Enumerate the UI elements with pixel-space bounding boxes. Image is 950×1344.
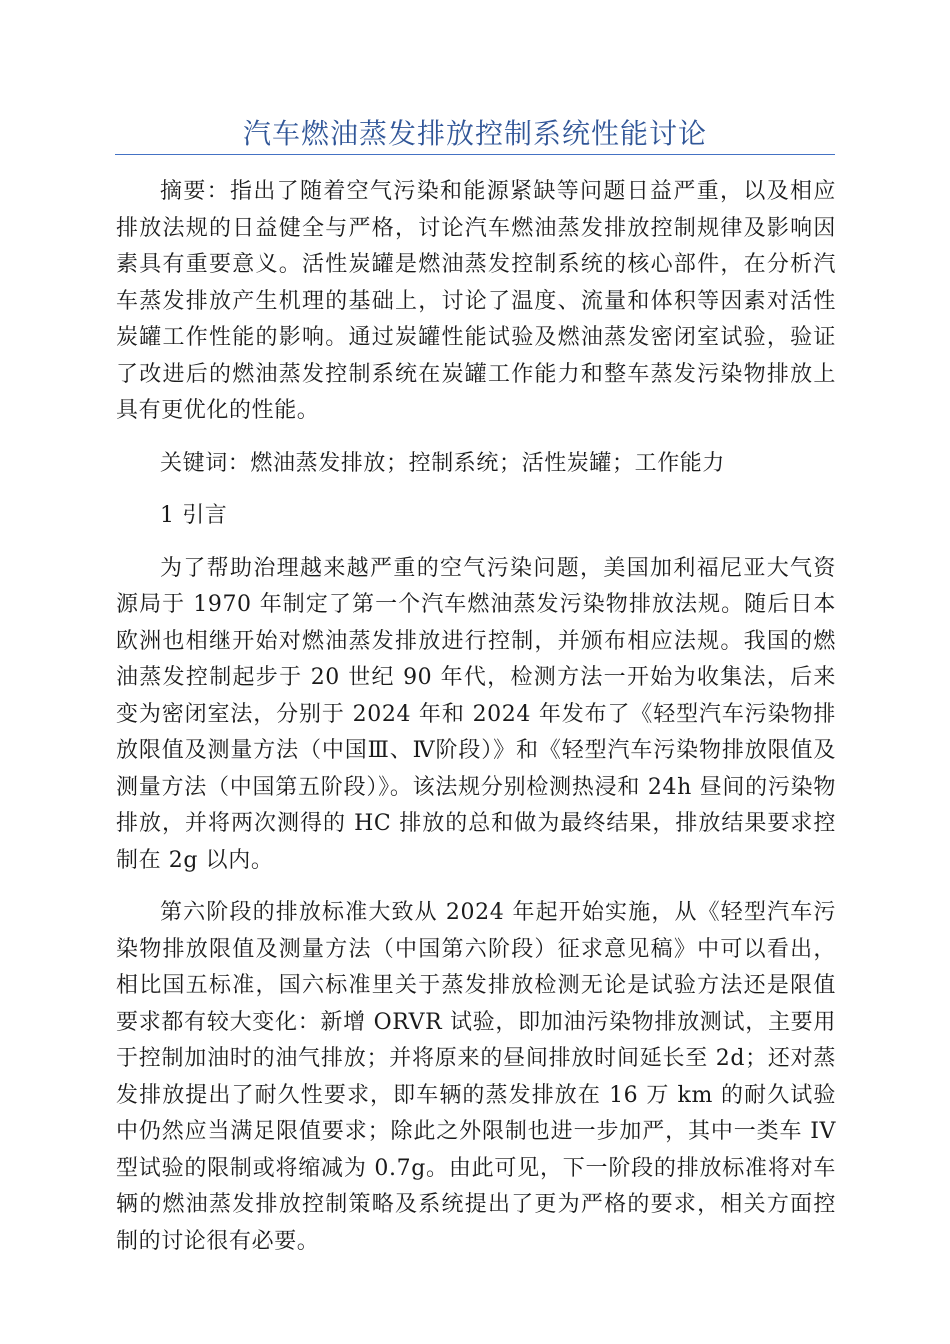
document-body — [116, 174, 836, 1260]
section-heading: 1 引言 — [160, 503, 228, 528]
title-underline — [115, 154, 835, 155]
body-paragraph-1: 为了帮助治理越来越严重的空气污染问题，美国加利福尼亚大气资源局于 1970 年制定了第一个汽车燃油蒸发污染物排放法规。随后日本欧洲也相继开始对燃油蒸发排放进行控制，并颁布相应法规。我国的燃油蒸发控制起步于 20 世纪 90 年代，检测方法一开始为收集法，后来变为密闭室法，分别于 2024 年和 2024 年发布了《轻型汽车污染物排放限值及测量方法（中国Ⅲ、Ⅳ阶段）》和《轻型汽车污染物排放限值及测量方法（中国第五阶段）》。该法规分别检测热浸和 24h 昼间的污染物排放，并将两次测得的 HC 排放的总和做为最终结果，排放结果要求控制在 2g 以内。 — [116, 555, 836, 873]
keywords-line: 关键词：燃油蒸发排放；控制系统；活性炭罐；工作能力 — [160, 450, 726, 476]
document-title: 汽车燃油蒸发排放控制系统性能讨论 — [242, 117, 707, 150]
abstract-paragraph: 摘要：指出了随着空气污染和能源紧缺等问题日益严重，以及相应排放法规的日益健全与严格，讨论汽车燃油蒸发排放控制规律及影响因素具有重要意义。活性炭罐是燃油蒸发控制系统的核心部件，在分析汽车蒸发排放产生机理的基础上，讨论了温度、流量和体积等因素对活性炭罐工作性能的影响。通过炭罐性能试验及燃油蒸发密闭室试验，验证了改进后的燃油蒸发控制系统在炭罐工作能力和整车蒸发污染物排放上具有更优化的性能。 — [116, 179, 836, 423]
body-paragraph-2: 第六阶段的排放标准大致从 2024 年起开始实施，从《轻型汽车污染物排放限值及测量方法（中国第六阶段）征求意见稿》中可以看出，相比国五标准，国六标准里关于蒸发排放检测无论是试验方法还是限值要求都有较大变化：新增 ORVR 试验，即加油污染物排放测试，主要用于控制加油时的油气排放；并将原来的昼间排放时间延长至 2d；还对蒸发排放提出了耐久性要求，即车辆的蒸发排放在 16 万 km 的耐久试验中仍然应当满足限值要求；除此之外限制也进一步加严，其中一类车 IV 型试验的限制或将缩减为 0.7g。由此可见，下一阶段的排放标准将对车辆的燃油蒸发排放控制策略及系统提出了更为严格的要求，相关方面控制的讨论很有必要。 — [116, 900, 836, 1254]
